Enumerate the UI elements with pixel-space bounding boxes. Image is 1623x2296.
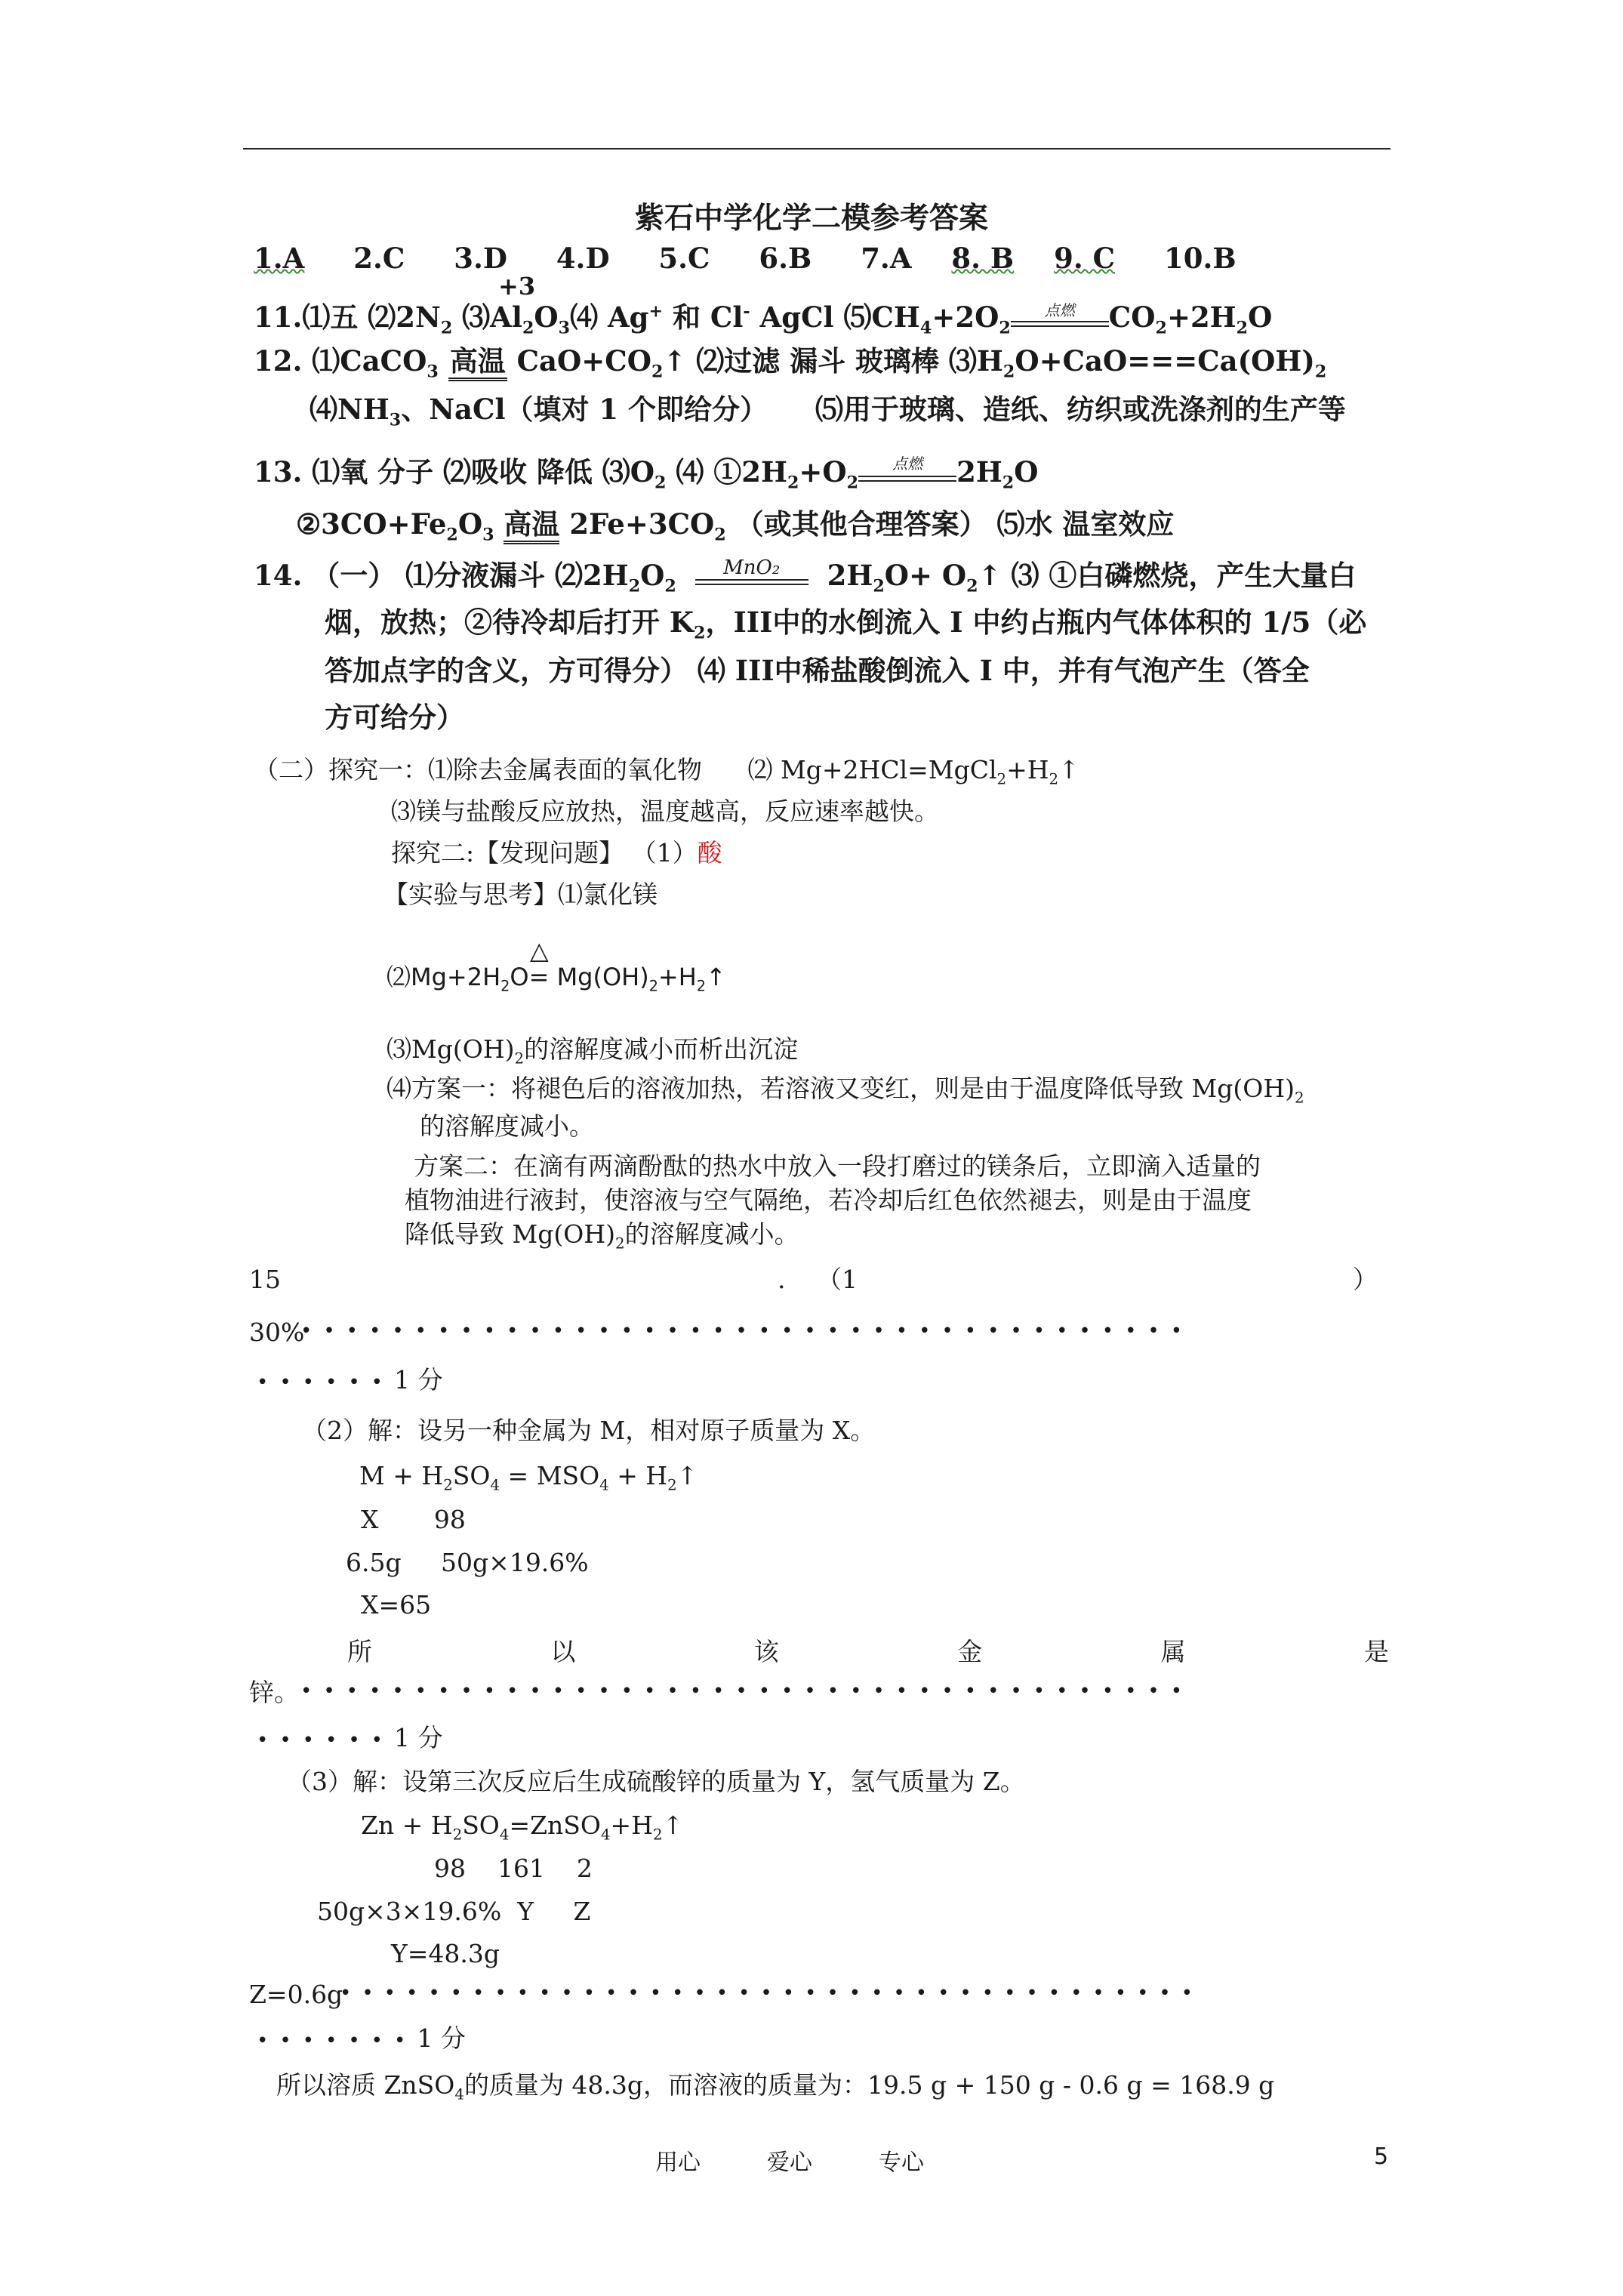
mc-answer: 3.D (454, 242, 507, 275)
mc-answers (254, 242, 1236, 275)
dot-leader-end: •••••••1 分 (257, 2023, 466, 2053)
part2-line4: 【实验与思考】⑴氯化镁 (383, 880, 658, 909)
q15-part1-label: （1 (817, 1265, 858, 1294)
q15-answer-1: 30% (249, 1318, 305, 1347)
q15-zinc: 锌。 (249, 1678, 299, 1707)
answer-acid: 酸 (697, 838, 722, 868)
q15-part2-row1: X 98 (361, 1505, 466, 1534)
part2-line2: ⑶镁与盐酸反应放热，温度越高，反应速率越快。 (391, 797, 939, 826)
part2-line8: 的溶解度减小。 (420, 1111, 594, 1141)
part2-equation: $⑵Mg+2H_2O=$ $Mg(OH)_2+H_2↑$ (387, 963, 726, 995)
part2-line11: 降低导致 $Mg(OH)_2$的溶解度减小。 (405, 1219, 799, 1253)
answer-14-line2: 烟，放热；②待冷却后打开 $K_2$，III中的水倒流入 I 中约占瓶内气体体积的 1/5（必 (325, 606, 1367, 643)
part2-line1: （二）探究一：⑴除去金属表面的氧化物 ⑵ $Mg+2HCl=MgCl_2+H_2↑$ (254, 755, 1079, 788)
q15-part3-row2: 50g×3×19.6% Y Z (317, 1897, 591, 1926)
footer-word: 专心 (879, 2150, 924, 2176)
mc-answer: 9. C (1054, 242, 1116, 275)
answer-14-line3: 答加点字的含义，方可得分） ⑷ III中稀盐酸倒流入 I 中，并有气泡产生（答全 (325, 654, 1310, 687)
score: 1 分 (394, 1365, 443, 1395)
reaction-condition: 点燃 (1011, 318, 1109, 327)
q15-part2-row2: 6.5g 50g×19.6% (346, 1548, 589, 1577)
answer-13-line2: $②3CO+Fe_2O_3$ 高温 $2Fe+3CO_2$ （或其他合理答案） ⑸水 温室效应 (296, 507, 1175, 545)
part2-line10: 植物油进行液封，使溶液与空气隔绝，若冷却后红色依然褪去，则是由于温度 (405, 1185, 1252, 1215)
score: 1 分 (394, 1723, 443, 1752)
heat-symbol: △ (530, 936, 549, 965)
header-rule (243, 148, 1390, 149)
q15-part3-intro: （3）解：设第三次反应后生成硫酸锌的质量为 Y，氢气质量为 Z。 (287, 1767, 1025, 1796)
oxidation-state-mark: +3 (498, 272, 536, 300)
dot-leader: ••••••••••••••••••••••••••••••••••••••• (300, 1320, 1194, 1342)
footer-word: 用心 (655, 2150, 701, 2176)
mc-answer: 1.A (254, 242, 305, 275)
mc-answer: 6.B (759, 242, 812, 275)
mc-answer: 5.C (658, 242, 710, 275)
mc-answer: 7.A (861, 242, 912, 275)
mc-answer: 8. B (951, 242, 1015, 275)
reaction-condition: MnO₂ (695, 576, 808, 585)
page-number: 5 (1374, 2143, 1389, 2170)
score: 1 分 (417, 2023, 466, 2053)
q15-final: 所以溶质 ZnSO$_4$的质量为 48.3g，而溶液的质量为：19.5 g + 150 g - 0.6 g = 168.9 g (276, 2070, 1275, 2103)
mc-answer: 2.C (353, 242, 405, 275)
q15-part3-z: Z=0.6g (249, 1980, 343, 2009)
reaction-condition: 点燃 (858, 473, 956, 482)
answer-14-line4: 方可给分） (325, 701, 464, 734)
reaction-condition: 高温 (504, 507, 559, 544)
mc-answer: 4.D (556, 242, 610, 275)
dot-leader: ••••••••••••••••••••••••••••••••••••••• (340, 1982, 1204, 2005)
answer-11: 11.⑴五 $⑵2N_2$ $⑶Al_2O_3⑷$ Ag+ 和 Cl- AgCl $⑸CH_4+2O_2$ 点燃 $CO_2+2H_2O$ (254, 300, 1273, 338)
part2-line7: ⑷方案一：将褪色后的溶液加热，若溶液又变红，则是由于温度降低导致 $Mg(OH)_2$ (387, 1074, 1304, 1107)
footer-word: 爱心 (767, 2150, 812, 2176)
page-title: 紫石中学化学二模参考答案 (634, 201, 988, 236)
q15-dot: . (778, 1265, 786, 1294)
q15-part2-equation: $M + H_2SO_4 = MSO_4$ + $H_2↑$ (359, 1461, 698, 1494)
q15-close-paren: ） (1353, 1265, 1378, 1294)
q15-part2-result: X=65 (361, 1590, 432, 1620)
part2-line9: 方案二：在滴有两滴酚酞的热水中放入一段打磨过的镁条后，立即滴入适量的 (414, 1151, 1261, 1181)
q15-number: 15 (249, 1265, 281, 1294)
part2-line6: $⑶Mg(OH)_2$的溶解度减小而析出沉淀 (387, 1034, 799, 1068)
q15-part3-equation: $Zn + H_2SO_4=ZnSO_4+H_2↑$ (361, 1811, 684, 1844)
part2-line3: 探究二:【发现问题】 （1）酸 (391, 838, 722, 868)
q15-part2-conclusion: 所 以 该 金 属 是 (347, 1637, 1389, 1666)
q15-part3-row1: 98 161 2 (434, 1854, 593, 1883)
answer-14-line1: 14. （一） ⑴分液漏斗 $⑵2H_2O_2$ MnO₂ $2H_2O+$ $O_2↑$ ⑶ ①白磷燃烧，产生大量白 (254, 556, 1357, 596)
dot-leader: ••••••••••••••••••••••••••••••••••••••• (300, 1680, 1194, 1703)
dot-leader-end: ••••••1 分 (257, 1365, 443, 1395)
answer-12-line1: 12. ⑴CaCO$_3$ 高温 $CaO+CO_2↑$ ⑵过滤 漏斗 玻璃棒 $⑶H_2O+CaO===Ca(OH)_2$ (254, 344, 1327, 382)
reaction-condition: 高温 (448, 344, 507, 381)
mc-answer: 10.B (1163, 242, 1236, 275)
answer-12-line2: $⑷NH_3$、NaCl（填对 1 个即给分） ⑸用于玻璃、造纸、纺织或洗涤剂的生产等 (310, 393, 1346, 430)
q15-part3-y: Y=48.3g (391, 1939, 500, 1968)
answer-13-line1: 13. ⑴氧 分子 ⑵吸收 降低 $⑶O_2$ ⑷ $①2H_2+O_2$ 点燃 $2H_2O$ (254, 455, 1039, 493)
q15-part2-intro: （2）解：设另一种金属为 M，相对原子质量为 X。 (302, 1416, 876, 1445)
dot-leader-end: ••••••1 分 (257, 1723, 443, 1752)
